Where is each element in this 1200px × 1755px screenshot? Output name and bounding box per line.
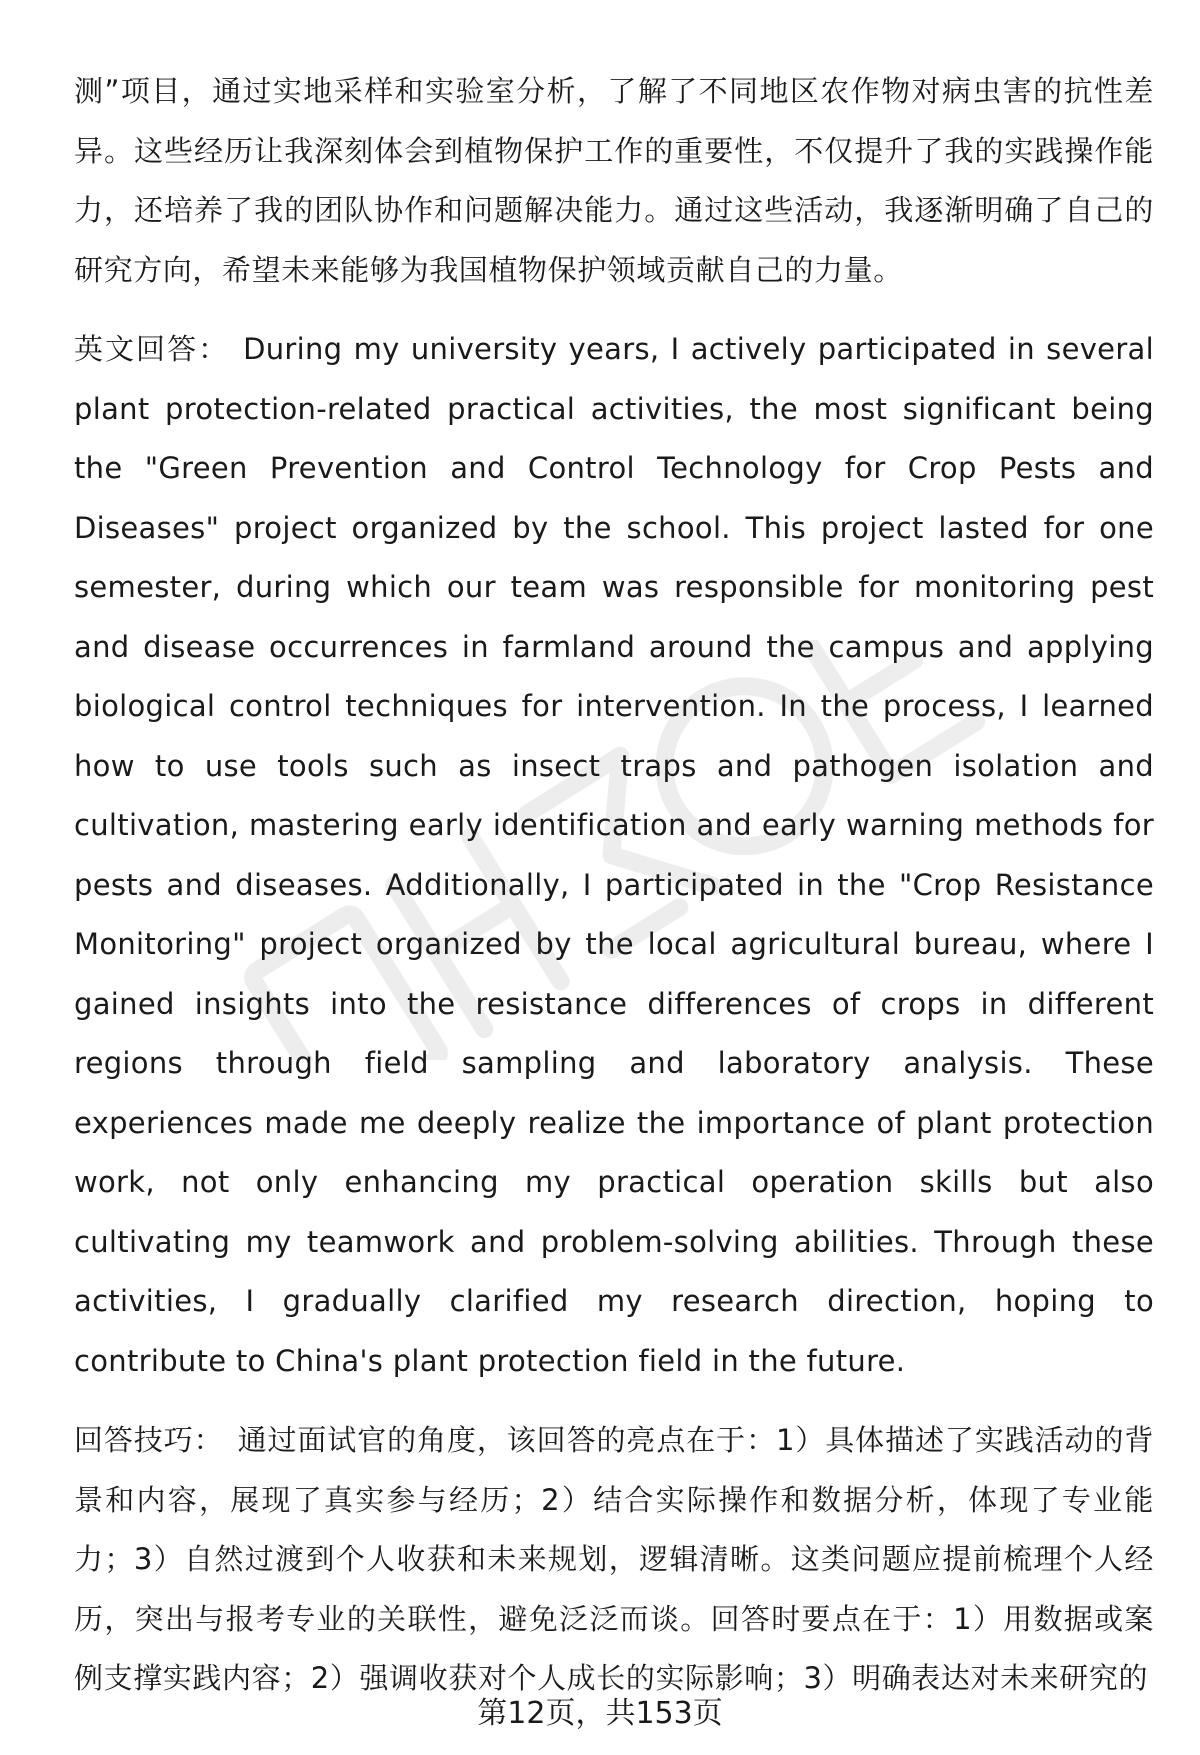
english-answer-label: 英文回答： xyxy=(74,332,230,366)
document-body xyxy=(74,62,1154,1709)
page-number-footer: 第12页，共153页 xyxy=(477,1696,723,1731)
answer-tips-text: 通过面试官的角度，该回答的亮点在于：1）具体描述了实践活动的背景和内容，展现了真实参与经历；2）结合实际操作和数据分析，体现了专业能力；3）自然过渡到个人收获和未来规划，逻辑清晰。这类问题应提前梳理个人经历，突出与报考专业的关联性，避免泛泛而谈。回答时要点在于：1）用数据或案例支撑实践内容；2）强调收获对个人成长的实际影响；3）明确表达对未来研究的 xyxy=(74,1423,1154,1695)
paragraph-english-answer xyxy=(74,320,1154,1391)
english-answer-text: During my university years, I actively participated in several plant protection-related practical activities, the most significant being the "Green Prevention and Control Technology for Crop Pests and Diseases" project organized by the school. This project lasted for one semester, during which our team was responsible for monitoring pest and disease occurrences in farmland around the campus and applying biological control techniques for intervention. In the process, I learned how to use tools such as insect traps and pathogen isolation and cultivation, mastering early identification and early warning methods for pests and diseases. Additionally, I participated in the "Crop Resistance Monitoring" project organized by the local agricultural bureau, where I gained insights into the resistance differences of crops in different regions through field sampling and laboratory analysis. These experiences made me deeply realize the importance of plant protection work, not only enhancing my practical operation skills but also cultivating my teamwork and problem-solving abilities. Through these activities, I gradually clarified my research direction, hoping to contribute to China's plant protection field in the future. xyxy=(74,332,1154,1378)
paragraph-spacer xyxy=(74,1391,1154,1411)
paragraph-chinese-continuation: 测”项目，通过实地采样和实验室分析，了解了不同地区农作物对病虫害的抗性差异。这些经历让我深刻体会到植物保护工作的重要性，不仅提升了我的实践操作能力，还培养了我的团队协作和问题解决能力。通过这些活动，我逐渐明确了自己的研究方向，希望未来能够为我国植物保护领域贡献自己的力量。 xyxy=(74,74,1154,287)
paragraph-spacer xyxy=(74,300,1154,320)
answer-tips-label: 回答技巧： xyxy=(74,1423,224,1457)
paragraph-answer-tips xyxy=(74,1411,1154,1709)
